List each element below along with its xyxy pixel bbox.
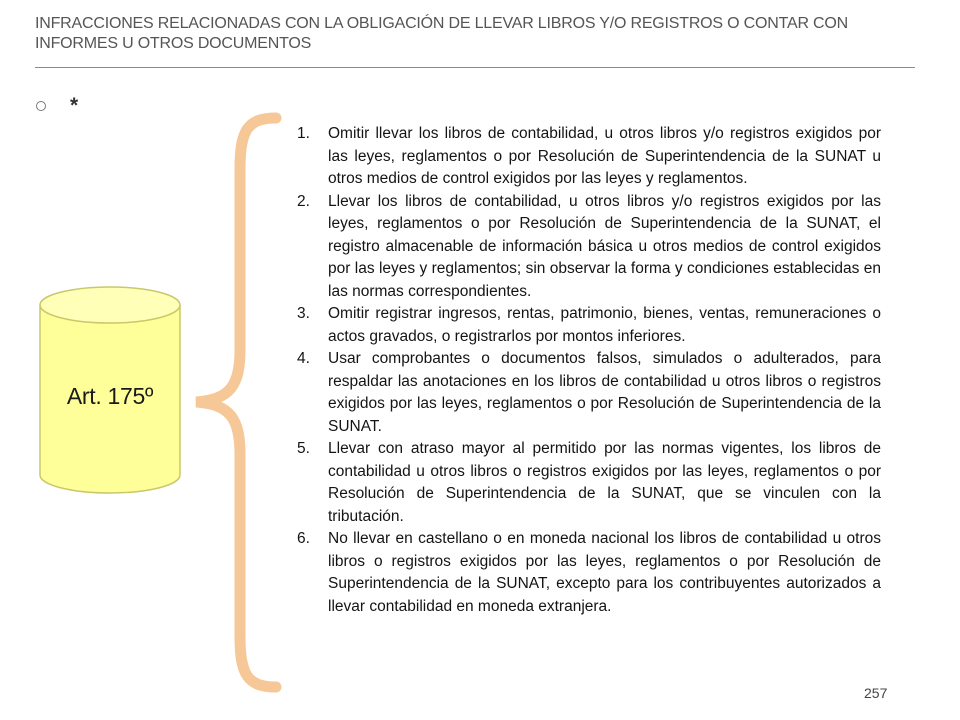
list-item — [292, 528, 881, 618]
item-text: No llevar en castellano o en moneda nacional los libros de contabilidad u otros libros o registros exigidos por las leyes, reglamentos o por Resolución de Superintendencia de la SUNAT, excepto para los contribuyentes autorizados a llevar contabilidad en moneda extranjera. — [328, 530, 881, 615]
item-text: Usar comprobantes o documentos falsos, simulados o adulterados, para respaldar las anotaciones en los libros de contabilidad u otros libros o registros exigidos por las leyes, reglamentos o por Resolución de Superintendencia de la SUNAT. — [328, 350, 881, 435]
list-item — [292, 191, 881, 304]
list-item — [292, 303, 881, 348]
item-number: 2. — [297, 192, 310, 210]
page-number: 257 — [864, 685, 888, 701]
item-number: 5. — [297, 440, 310, 457]
item-number: 4. — [297, 350, 310, 367]
list-item — [292, 123, 881, 191]
circle-bullet-icon — [36, 101, 46, 111]
curly-brace-shape — [190, 110, 282, 695]
article-label: Art. 175º — [66, 383, 154, 409]
item-number: 3. — [297, 305, 310, 322]
list-item — [292, 438, 881, 528]
item-text: Llevar los libros de contabilidad, u otros libros y/o registros exigidos por las leyes, reglamentos o por Resolución de Superintendencia de la SUNAT, el registro almacenable de información básica u otros medios de control exigidos por las leyes y reglamentos; sin observar la forma y condiciones establecidas en las normas correspondientes. — [328, 192, 881, 300]
bullet-text: * — [70, 94, 79, 117]
item-number: 6. — [297, 530, 310, 547]
item-text: Omitir registrar ingresos, rentas, patrimonio, bienes, ventas, remuneraciones o actos gravados, o registrarlos por montos inferiores. — [328, 305, 881, 345]
title-divider — [35, 67, 915, 68]
item-number: 1. — [297, 125, 310, 142]
slide-title: INFRACCIONES RELACIONADAS CON LA OBLIGACIÓN DE LLEVAR LIBROS Y/O REGISTROS O CONTAR CON INFORMES U OTROS DOCUMENTOS — [35, 15, 848, 52]
item-text: Omitir llevar los libros de contabilidad, u otros libros y/o registros exigidos por las leyes, reglamentos o por Resolución de Superintendencia de la SUNAT u otros medios de control exigidos por las leyes y reglamentos. — [328, 125, 881, 187]
infractions-list — [292, 123, 881, 618]
item-text: Llevar con atraso mayor al permitido por las normas vigentes, los libros de contabilidad u otros libros o registros exigidos por las leyes, reglamentos o por Resolución de Superintendencia de la SUNAT, que se vinculen con la tributación. — [328, 440, 881, 525]
list-item — [292, 348, 881, 438]
